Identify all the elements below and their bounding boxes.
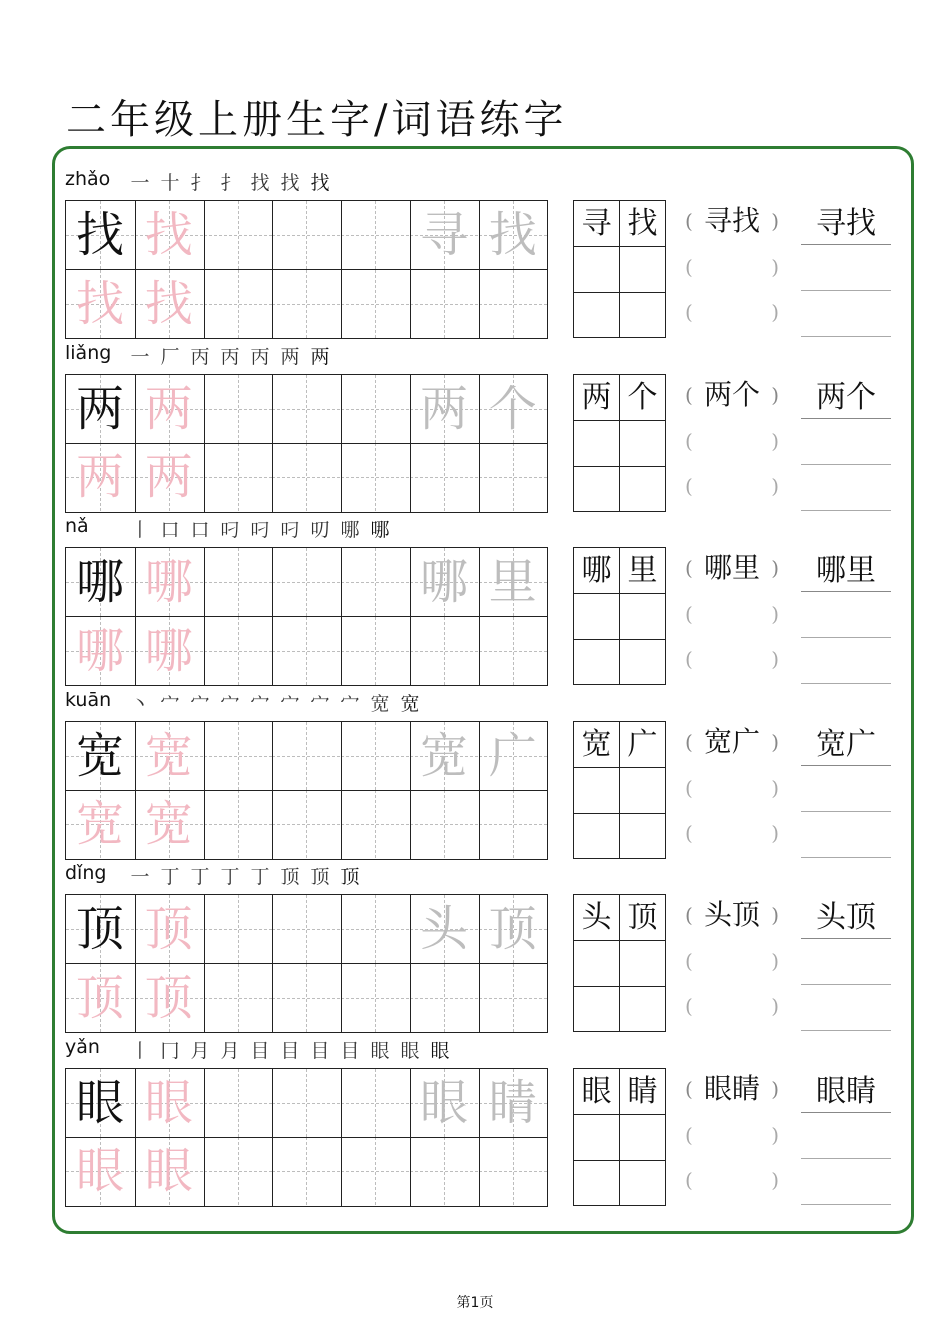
trace-character: 找 — [75, 275, 124, 332]
paren-blank[interactable]: ( ) — [685, 255, 779, 279]
writing-cell[interactable] — [272, 1069, 340, 1137]
writing-cell[interactable] — [272, 270, 340, 338]
stroke-order — [125, 515, 395, 539]
writing-cell[interactable] — [341, 375, 409, 443]
stroke-step: 宀 — [310, 692, 330, 715]
model-character: 宽 — [75, 727, 124, 784]
paren-word: ( 哪里 ) — [685, 551, 779, 584]
paren-word-text: 眼睛 — [703, 1071, 760, 1105]
stroke-step: 目 — [250, 1039, 270, 1062]
writing-cell[interactable] — [479, 270, 547, 338]
pinyin-label: dǐng — [65, 862, 107, 884]
word-trace-character: 里 — [488, 554, 537, 610]
writing-cell[interactable] — [204, 375, 272, 443]
model-character: 顶 — [75, 901, 124, 957]
writing-line[interactable] — [801, 857, 891, 858]
stroke-step: 顶 — [340, 866, 360, 888]
stroke-step: 找 — [250, 172, 270, 194]
trace-character: 宽 — [75, 796, 124, 852]
stroke-step: 哪 — [340, 519, 360, 541]
model-character: 两 — [75, 380, 124, 437]
underlined-word: 寻找 — [801, 204, 891, 245]
stroke-order — [125, 168, 335, 192]
writing-cell[interactable] — [204, 895, 272, 963]
writing-line[interactable] — [801, 1030, 891, 1031]
word-trace-character: 两 — [419, 380, 468, 437]
practice-block — [65, 1035, 895, 1210]
trace-character: 眼 — [144, 1074, 193, 1131]
stroke-step: 丶 — [130, 692, 150, 715]
writing-cell[interactable] — [204, 964, 272, 1032]
stroke-order — [125, 1036, 455, 1060]
writing-cell[interactable] — [410, 443, 478, 511]
stroke-step: 宽 — [400, 692, 420, 715]
stroke-step: 两 — [310, 345, 330, 368]
paren-word-text: 头顶 — [703, 898, 760, 931]
stroke-step: 一 — [130, 172, 150, 194]
stroke-step: 冂 — [160, 1039, 180, 1062]
paren-blank[interactable]: ( ) — [685, 428, 779, 453]
writing-cell[interactable] — [341, 964, 409, 1032]
trace-character: 哪 — [144, 622, 193, 679]
word-trace-character: 寻 — [419, 207, 468, 263]
word-trace-character: 找 — [488, 207, 537, 263]
writing-cell[interactable] — [204, 443, 272, 511]
word-grid-character: 眼 — [581, 1073, 612, 1109]
trace-character: 眼 — [75, 1143, 124, 1199]
stroke-step: 丨 — [130, 1039, 150, 1062]
stroke-step: 目 — [340, 1039, 360, 1062]
pinyin-label: liǎng — [65, 341, 112, 364]
word-trace-character: 广 — [488, 727, 537, 784]
writing-cell[interactable] — [341, 722, 409, 790]
paren-blank[interactable]: ( ) — [685, 775, 779, 800]
stroke-step: 宽 — [370, 692, 390, 715]
stroke-step: 十 — [160, 172, 180, 194]
writing-cell[interactable] — [410, 790, 478, 858]
stroke-step: 两 — [280, 345, 300, 368]
word-trace-character: 睛 — [488, 1074, 537, 1131]
stroke-step: 找 — [280, 172, 300, 194]
writing-cell[interactable] — [410, 1137, 478, 1205]
stroke-step: 叼 — [280, 519, 300, 541]
writing-line[interactable] — [801, 464, 891, 465]
word-grid-character: 宽 — [581, 726, 612, 762]
trace-character: 眼 — [144, 1143, 193, 1199]
stroke-step: 月 — [220, 1039, 240, 1062]
practice-block — [65, 170, 895, 342]
word-trace-character: 眼 — [419, 1074, 468, 1131]
practice-block — [65, 517, 895, 689]
paren-word: ( 两个 ) — [685, 377, 779, 411]
writing-cell[interactable] — [272, 548, 340, 616]
writing-cell[interactable] — [479, 617, 547, 685]
stroke-step: 找 — [310, 172, 330, 194]
pinyin-label: nǎ — [65, 515, 89, 537]
writing-line[interactable] — [801, 510, 891, 511]
stroke-step: 丁 — [190, 866, 210, 888]
word-grid-character: 找 — [627, 206, 658, 241]
paren-word: ( 寻找 ) — [685, 204, 779, 237]
paren-word: ( 宽广 ) — [685, 724, 779, 758]
writing-cell[interactable] — [272, 790, 340, 858]
stroke-step: 口 — [190, 519, 210, 541]
practice-block — [65, 688, 895, 863]
underlined-word: 头顶 — [801, 898, 891, 939]
stroke-step: 厂 — [160, 345, 180, 368]
trace-character: 找 — [144, 275, 193, 332]
stroke-step: 丙 — [220, 345, 240, 368]
stroke-step: 宀 — [160, 692, 180, 715]
writing-cell[interactable] — [204, 270, 272, 338]
writing-cell[interactable] — [479, 964, 547, 1032]
stroke-step: 丁 — [220, 866, 240, 888]
word-grid-character: 两 — [581, 379, 612, 415]
stroke-step: 顶 — [280, 866, 300, 888]
stroke-step: 宀 — [190, 692, 210, 715]
underlined-word: 两个 — [801, 378, 891, 419]
stroke-step: 一 — [130, 345, 150, 368]
stroke-step: 扌 — [190, 172, 210, 194]
writing-cell[interactable] — [479, 443, 547, 511]
writing-cell[interactable] — [204, 548, 272, 616]
writing-line[interactable] — [801, 1158, 891, 1159]
paren-word-text: 寻找 — [703, 204, 760, 237]
word-grid — [573, 374, 666, 512]
stroke-step: 宀 — [280, 692, 300, 715]
writing-cell[interactable] — [272, 617, 340, 685]
trace-character: 两 — [144, 449, 193, 505]
writing-cell[interactable] — [272, 201, 340, 269]
stroke-step: 丁 — [250, 866, 270, 888]
trace-character: 两 — [75, 449, 124, 505]
word-grid — [573, 200, 666, 338]
stroke-step: 宀 — [220, 692, 240, 715]
stroke-step: 叨 — [310, 519, 330, 541]
trace-character: 顶 — [75, 969, 124, 1026]
paren-word-text: 宽广 — [703, 724, 760, 758]
stroke-order — [125, 862, 365, 886]
word-grid-character: 哪 — [581, 553, 612, 588]
writing-cell[interactable] — [341, 617, 409, 685]
pinyin-label: kuān — [65, 688, 112, 711]
paren-blank[interactable]: ( ) — [685, 473, 779, 498]
writing-line[interactable] — [801, 811, 891, 812]
trace-character: 哪 — [144, 554, 193, 610]
tianzige-grid — [65, 547, 548, 686]
writing-cell[interactable] — [479, 1137, 547, 1205]
model-character: 找 — [75, 207, 124, 263]
stroke-step: 扌 — [220, 172, 240, 194]
writing-line[interactable] — [801, 637, 891, 638]
writing-cell[interactable] — [204, 722, 272, 790]
paren-blank[interactable]: ( ) — [685, 1122, 779, 1147]
underlined-word: 哪里 — [801, 551, 891, 592]
stroke-step: 顶 — [310, 866, 330, 888]
writing-cell[interactable] — [341, 895, 409, 963]
stroke-step: 眼 — [430, 1039, 450, 1062]
trace-character: 两 — [144, 380, 193, 437]
word-grid-character: 睛 — [627, 1073, 658, 1109]
word-grid-character: 寻 — [581, 206, 612, 241]
writing-cell[interactable] — [204, 617, 272, 685]
paren-blank[interactable]: ( ) — [685, 602, 779, 626]
pinyin-label: zhǎo — [65, 168, 111, 190]
word-trace-character: 个 — [488, 380, 537, 437]
word-trace-character: 顶 — [488, 901, 537, 957]
writing-cell[interactable] — [341, 443, 409, 511]
page-title: 二年级上册生字/词语练字 — [66, 97, 568, 143]
stroke-step: 一 — [130, 866, 150, 888]
paren-blank[interactable]: ( ) — [685, 994, 779, 1018]
word-trace-character: 宽 — [419, 727, 468, 784]
paren-blank[interactable]: ( ) — [685, 1167, 779, 1192]
word-trace-character: 哪 — [419, 554, 468, 610]
tianzige-grid — [65, 721, 548, 860]
word-grid-character: 广 — [627, 726, 658, 762]
word-grid-character: 个 — [627, 379, 658, 415]
trace-character: 顶 — [144, 901, 193, 957]
word-grid-character: 里 — [627, 553, 658, 588]
page-number: 第1页 — [456, 1295, 494, 1311]
stroke-step: 丨 — [130, 519, 150, 541]
writing-cell[interactable] — [272, 375, 340, 443]
stroke-step: 丙 — [190, 345, 210, 368]
stroke-step: 叼 — [220, 519, 240, 541]
stroke-step: 丙 — [250, 345, 270, 368]
tianzige-grid — [65, 374, 548, 513]
stroke-step: 月 — [190, 1039, 210, 1062]
paren-word-text: 哪里 — [703, 551, 760, 584]
writing-cell[interactable] — [479, 790, 547, 858]
tianzige-grid — [65, 1068, 548, 1207]
trace-character: 宽 — [144, 727, 193, 784]
writing-cell[interactable] — [272, 443, 340, 511]
paren-blank[interactable]: ( ) — [685, 647, 779, 671]
word-grid-character: 顶 — [627, 900, 658, 935]
writing-cell[interactable] — [410, 617, 478, 685]
writing-cell[interactable] — [341, 201, 409, 269]
underlined-word: 眼睛 — [801, 1072, 891, 1113]
tianzige-grid — [65, 894, 548, 1033]
writing-line[interactable] — [801, 984, 891, 985]
word-grid — [573, 721, 666, 859]
stroke-step: 眼 — [400, 1039, 420, 1062]
paren-blank[interactable]: ( ) — [685, 820, 779, 845]
word-trace-character: 头 — [419, 901, 468, 957]
stroke-step: 哪 — [370, 519, 390, 541]
paren-word-text: 两个 — [703, 377, 760, 411]
writing-cell[interactable] — [204, 1069, 272, 1137]
writing-cell[interactable] — [410, 964, 478, 1032]
writing-cell[interactable] — [204, 1137, 272, 1205]
model-character: 眼 — [75, 1074, 124, 1131]
writing-line[interactable] — [801, 1204, 891, 1205]
pinyin-label: yǎn — [65, 1035, 100, 1058]
stroke-step: 眼 — [370, 1039, 390, 1062]
stroke-order — [125, 689, 425, 713]
writing-line[interactable] — [801, 290, 891, 291]
practice-block — [65, 341, 895, 516]
writing-cell[interactable] — [341, 1069, 409, 1137]
writing-line[interactable] — [801, 336, 891, 337]
word-grid — [573, 894, 666, 1032]
trace-character: 顶 — [144, 969, 193, 1026]
writing-cell[interactable] — [272, 895, 340, 963]
underlined-word: 宽广 — [801, 725, 891, 766]
paren-blank[interactable]: ( ) — [685, 949, 779, 973]
stroke-step: 目 — [280, 1039, 300, 1062]
tianzige-grid — [65, 200, 548, 339]
word-grid — [573, 547, 666, 685]
trace-character: 宽 — [144, 796, 193, 852]
stroke-step: 宀 — [340, 692, 360, 715]
writing-cell[interactable] — [272, 964, 340, 1032]
writing-cell[interactable] — [204, 201, 272, 269]
stroke-step: 口 — [160, 519, 180, 541]
paren-blank[interactable]: ( ) — [685, 300, 779, 324]
writing-cell[interactable] — [341, 548, 409, 616]
writing-cell[interactable] — [204, 790, 272, 858]
trace-character: 哪 — [75, 622, 124, 679]
writing-cell[interactable] — [272, 1137, 340, 1205]
stroke-order — [125, 342, 335, 366]
word-grid-character: 头 — [581, 900, 612, 935]
writing-line[interactable] — [801, 683, 891, 684]
writing-cell[interactable] — [272, 722, 340, 790]
stroke-step: 目 — [310, 1039, 330, 1062]
writing-cell[interactable] — [341, 790, 409, 858]
writing-cell[interactable] — [341, 1137, 409, 1205]
model-character: 哪 — [75, 554, 124, 610]
word-grid — [573, 1068, 666, 1206]
stroke-step: 宀 — [250, 692, 270, 715]
stroke-step: 丁 — [160, 866, 180, 888]
paren-word: ( 眼睛 ) — [685, 1071, 779, 1105]
stroke-step: 叼 — [250, 519, 270, 541]
paren-word: ( 头顶 ) — [685, 898, 779, 931]
practice-block — [65, 864, 895, 1036]
trace-character: 找 — [144, 207, 193, 263]
writing-cell[interactable] — [410, 270, 478, 338]
writing-cell[interactable] — [341, 270, 409, 338]
